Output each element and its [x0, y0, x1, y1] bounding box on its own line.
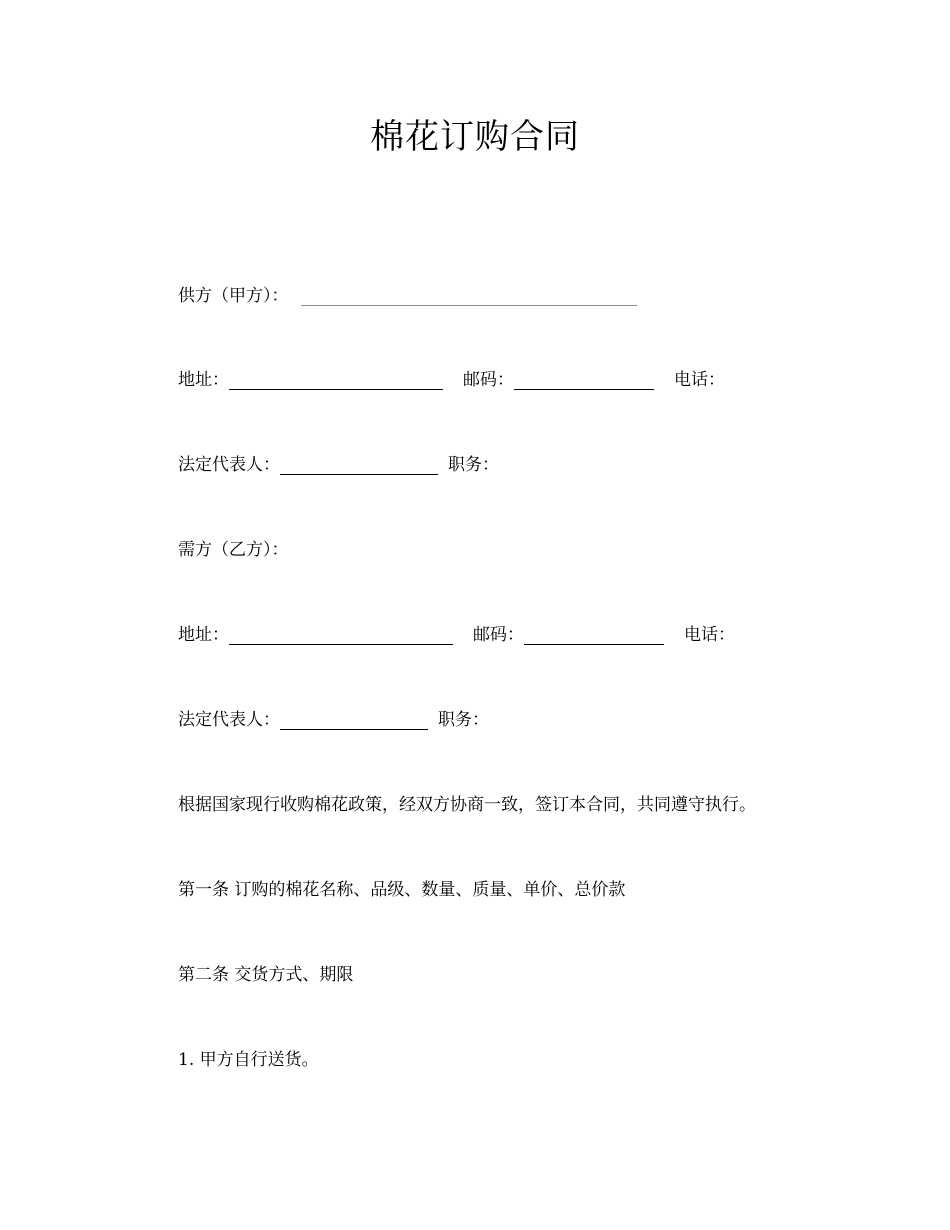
buyer-rep-blank[interactable]	[280, 711, 428, 730]
buyer-rep-label: 法定代表人：	[178, 710, 280, 730]
supplier-line	[178, 282, 637, 310]
supplier-label: 供方（甲方）：	[178, 286, 289, 306]
supplier-rep-line	[178, 451, 499, 479]
article-2-item-1: 1. 甲方自行送货。	[178, 1050, 319, 1070]
supplier-position-label: 职务：	[448, 455, 499, 475]
supplier-postcode-blank[interactable]	[514, 371, 654, 390]
supplier-address-blank[interactable]	[229, 371, 443, 390]
buyer-position-label: 职务：	[438, 710, 489, 730]
supplier-postcode-label: 邮码：	[463, 370, 514, 390]
buyer-address-label: 地址：	[178, 625, 229, 645]
supplier-name-blank[interactable]	[301, 287, 637, 306]
buyer-phone-label: 电话：	[684, 625, 735, 645]
supplier-phone-label: 电话：	[674, 370, 725, 390]
buyer-address-blank[interactable]	[229, 626, 453, 645]
buyer-label: 需方（乙方）：	[178, 540, 289, 560]
buyer-line	[178, 536, 289, 564]
buyer-rep-line	[178, 706, 489, 734]
intro-paragraph: 根据国家现行收购棉花政策，经双方协商一致，签订本合同，共同遵守执行。	[178, 795, 756, 815]
supplier-rep-blank[interactable]	[280, 456, 438, 475]
supplier-address-line	[178, 366, 725, 394]
buyer-address-line	[178, 621, 735, 649]
supplier-rep-label: 法定代表人：	[178, 455, 280, 475]
article-1-heading: 第一条 订购的棉花名称、品级、数量、质量、单价、总价款	[178, 880, 626, 900]
article-2-heading: 第二条 交货方式、期限	[178, 965, 354, 985]
supplier-address-label: 地址：	[178, 370, 229, 390]
buyer-postcode-label: 邮码：	[473, 625, 524, 645]
buyer-postcode-blank[interactable]	[524, 626, 664, 645]
document-title: 棉花订购合同	[370, 117, 580, 157]
